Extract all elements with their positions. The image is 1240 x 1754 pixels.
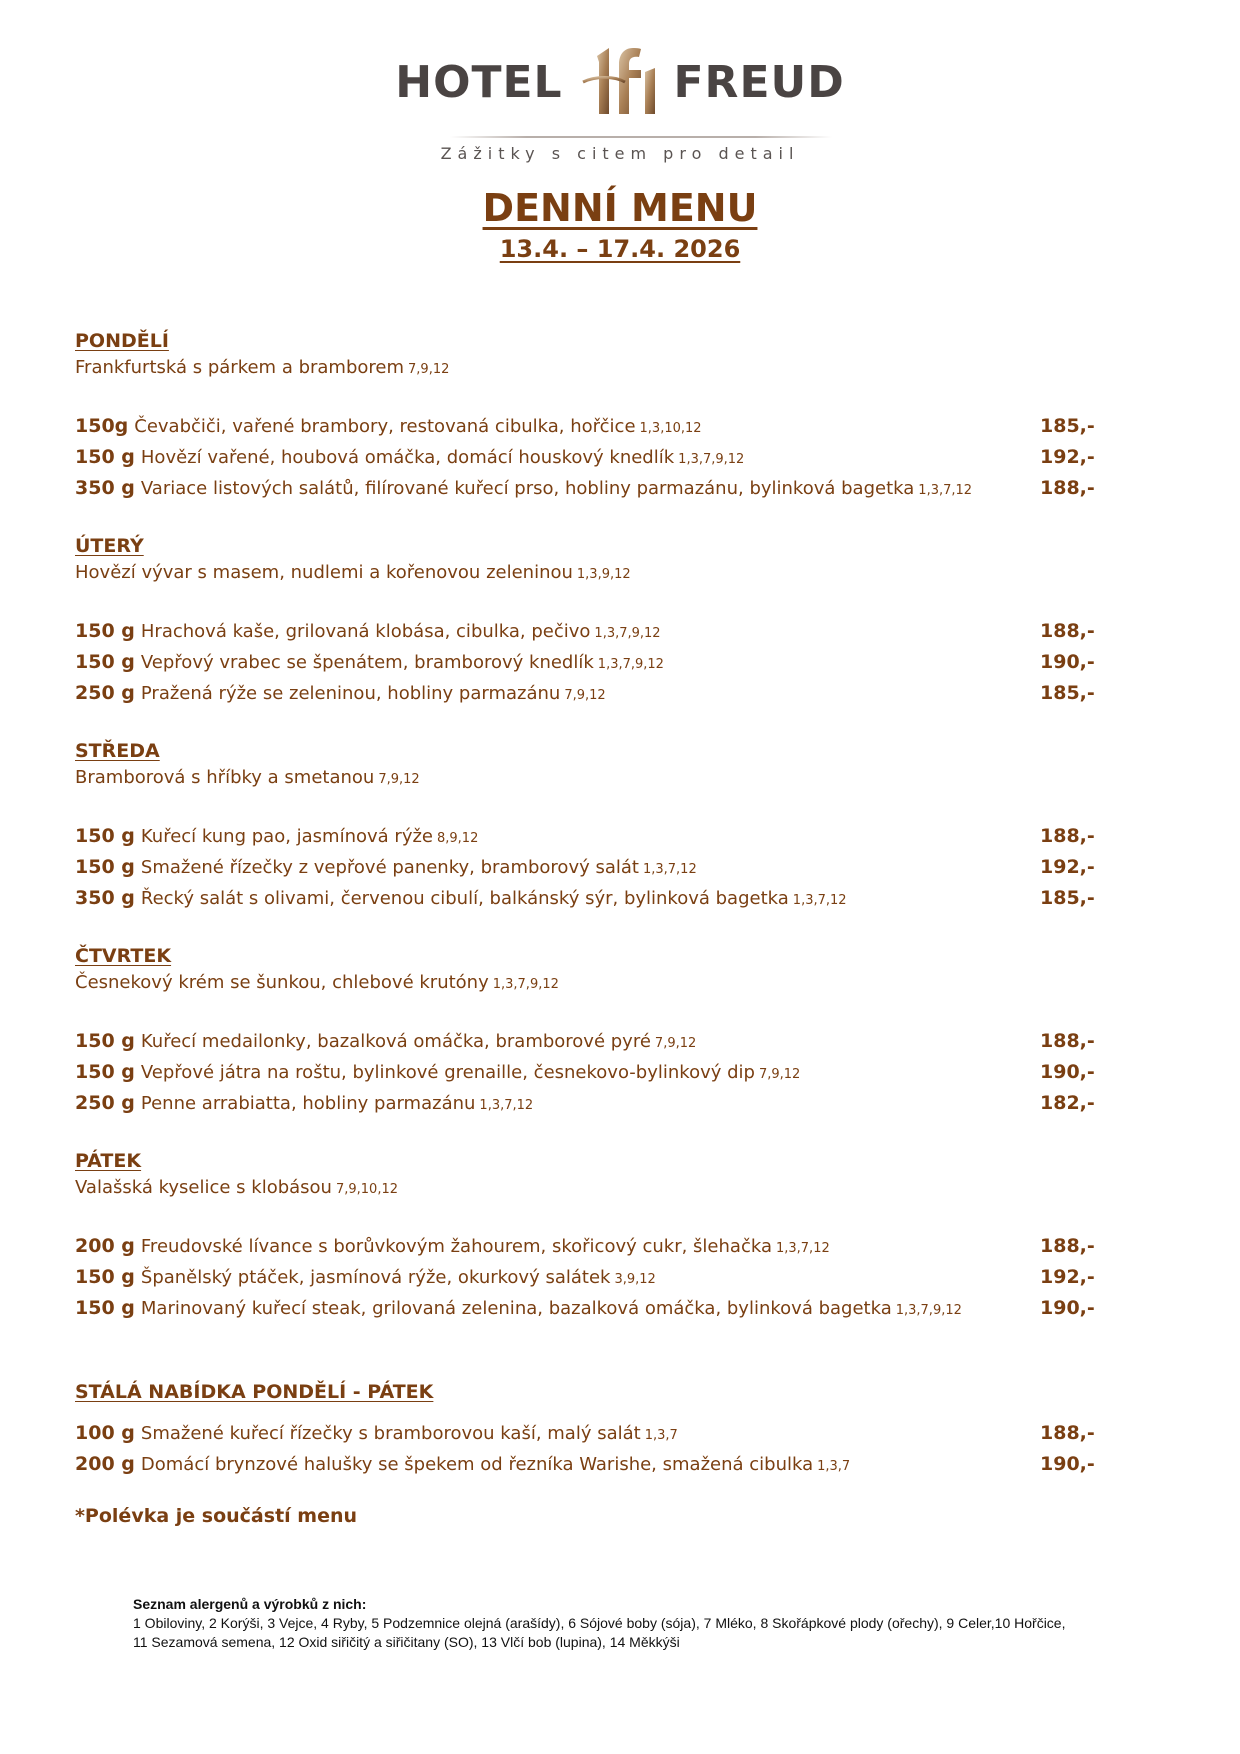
dish-description — [75, 1089, 533, 1120]
dish-row — [75, 1294, 1095, 1325]
dish-description — [75, 617, 661, 648]
day-section — [75, 943, 1095, 1120]
dish-row — [75, 412, 1095, 443]
day-section — [75, 738, 1095, 915]
dish-allergens: 1,3,7,12 — [479, 1098, 534, 1113]
soup-line — [75, 969, 1095, 999]
logo-divider — [450, 136, 832, 138]
dish-name: Španělský ptáček, jasmínová rýže, okurkový salátek — [140, 1267, 611, 1288]
dish-weight: 100 g — [75, 1422, 135, 1444]
soup-allergens: 1,3,9,12 — [576, 567, 631, 582]
dish-price: 190,- — [1040, 651, 1095, 673]
dish-name: Vepřový vrabec se špenátem, bramborový knedlík — [140, 652, 594, 673]
soup-name: Bramborová s hříbky a smetanou — [75, 767, 375, 788]
dish-row — [75, 853, 1095, 884]
dish-price: 190,- — [1040, 1297, 1095, 1319]
dish-price: 185,- — [1040, 887, 1095, 909]
dish-allergens: 1,3,10,12 — [639, 421, 702, 436]
dish-weight: 150 g — [75, 1297, 135, 1319]
soup-name: Česnekový krém se šunkou, chlebové krutóny — [75, 972, 489, 993]
dish-row — [75, 474, 1095, 505]
menu-header — [0, 185, 1240, 263]
dish-name: Smažené řízečky z vepřové panenky, bramborový salát — [140, 857, 639, 878]
dish-name: Kuřecí medailonky, bazalková omáčka, bramborové pyré — [140, 1031, 651, 1052]
soup-allergens: 7,9,10,12 — [335, 1182, 398, 1197]
dish-description — [75, 1294, 962, 1325]
dish-allergens: 7,9,12 — [758, 1067, 801, 1082]
dish-name: Hrachová kaše, grilovaná klobása, cibulka, pečivo — [140, 621, 591, 642]
dish-price: 192,- — [1040, 1266, 1095, 1288]
dish-row — [75, 884, 1095, 915]
dish-row — [75, 1027, 1095, 1058]
soup-line — [75, 354, 1095, 384]
dish-description — [75, 1027, 696, 1058]
dish-description — [75, 1450, 850, 1481]
dish-allergens: 1,3,7,9,12 — [597, 657, 664, 672]
logo-tagline: Zážitky s citem pro detail — [440, 144, 800, 163]
dish-description — [75, 679, 606, 710]
soup-line — [75, 559, 1095, 589]
dish-name: Pražená rýže se zeleninou, hobliny parmazánu — [140, 683, 561, 704]
day-title: STŘEDA — [75, 740, 160, 762]
dish-name: Freudovské lívance s borůvkovým žahourem, skořicový cukr, šlehačka — [140, 1236, 772, 1257]
dish-description — [75, 853, 697, 884]
dish-description — [75, 822, 478, 853]
day-section — [75, 328, 1095, 505]
dish-price: 185,- — [1040, 682, 1095, 704]
soup-line — [75, 1174, 1095, 1204]
day-title: ČTVRTEK — [75, 945, 172, 967]
dish-description — [75, 1058, 800, 1089]
dish-allergens: 1,3,7 — [644, 1428, 678, 1443]
dish-weight: 150 g — [75, 1030, 135, 1052]
dish-row — [75, 1419, 1095, 1450]
dish-allergens: 1,3,7,12 — [918, 483, 973, 498]
dish-name: Variace listových salátů, filírované kuřecí prso, hobliny parmazánu, bylinková bagetka — [140, 478, 915, 499]
soup-name: Hovězí vývar s masem, nudlemi a kořenovou zeleninou — [75, 562, 573, 583]
dish-price: 192,- — [1040, 446, 1095, 468]
soup-allergens: 7,9,12 — [408, 362, 450, 377]
logo-monogram-icon — [575, 42, 661, 122]
day-title: PÁTEK — [75, 1150, 142, 1172]
dish-allergens: 1,3,7,9,12 — [678, 452, 745, 467]
dish-weight: 150g — [75, 415, 129, 437]
dish-name: Řecký salát s olivami, červenou cibulí, balkánský sýr, bylinková bagetka — [140, 888, 789, 909]
dish-description — [75, 443, 744, 474]
dish-allergens: 1,3,7 — [817, 1459, 851, 1474]
soup-allergens: 7,9,12 — [378, 772, 420, 787]
dish-description — [75, 474, 972, 505]
dish-price: 192,- — [1040, 856, 1095, 878]
dish-price: 188,- — [1040, 1422, 1095, 1444]
dish-row — [75, 1232, 1095, 1263]
dish-weight: 150 g — [75, 446, 135, 468]
dish-price: 188,- — [1040, 1235, 1095, 1257]
dish-description — [75, 648, 664, 679]
dish-name: Domácí brynzové halušky se špekem od řezníka Warishe, smažená cibulka — [140, 1454, 814, 1475]
dish-row — [75, 1089, 1095, 1120]
day-title: PONDĚLÍ — [75, 330, 169, 352]
dish-price: 190,- — [1040, 1061, 1095, 1083]
dish-description — [75, 1419, 678, 1450]
dish-weight: 150 g — [75, 1061, 135, 1083]
dish-name: Vepřové játra na roštu, bylinkové grenaille, česnekovo-bylinkový dip — [140, 1062, 755, 1083]
dish-allergens: 1,3,7,12 — [792, 893, 847, 908]
section-spacer — [75, 1353, 1095, 1379]
dish-allergens: 7,9,12 — [654, 1036, 697, 1051]
dish-weight: 150 g — [75, 620, 135, 642]
soup-name: Frankfurtská s párkem a bramborem — [75, 357, 405, 378]
dish-weight: 150 g — [75, 1266, 135, 1288]
dish-price: 188,- — [1040, 620, 1095, 642]
dish-weight: 150 g — [75, 856, 135, 878]
dish-price: 188,- — [1040, 825, 1095, 847]
dish-price: 188,- — [1040, 1030, 1095, 1052]
logo-word-left: HOTEL — [395, 56, 563, 108]
dish-allergens: 7,9,12 — [564, 688, 606, 703]
dish-price: 188,- — [1040, 477, 1095, 499]
allergen-legend-title: Seznam alergenů a výrobků z nich: — [133, 1596, 367, 1612]
dish-row — [75, 443, 1095, 474]
dish-price: 182,- — [1040, 1092, 1095, 1114]
dish-row — [75, 1263, 1095, 1294]
allergen-legend-line: 11 Sezamová semena, 12 Oxid siřičitý a siřičitany (SO), 13 Vlčí bob (lupina), 14 Měkkýši — [133, 1634, 680, 1650]
dish-weight: 150 g — [75, 825, 135, 847]
dish-allergens: 1,3,7,12 — [775, 1241, 830, 1256]
dish-weight: 200 g — [75, 1235, 135, 1257]
day-section — [75, 1148, 1095, 1325]
dish-description — [75, 1263, 656, 1294]
dish-name: Čevabčiči, vařené brambory, restovaná cibulka, hořčice — [134, 416, 636, 437]
soup-note: *Polévka je součástí menu — [75, 1505, 358, 1527]
dish-row — [75, 617, 1095, 648]
dish-weight: 350 g — [75, 477, 135, 499]
fixed-offer-title: STÁLÁ NABÍDKA PONDĚLÍ - PÁTEK — [75, 1381, 434, 1403]
dish-row — [75, 648, 1095, 679]
dish-price: 185,- — [1040, 415, 1095, 437]
dish-weight: 250 g — [75, 682, 135, 704]
dish-weight: 200 g — [75, 1453, 135, 1475]
dish-row — [75, 822, 1095, 853]
menu-content — [75, 328, 1095, 1509]
soup-allergens: 1,3,7,9,12 — [492, 977, 559, 992]
dish-description — [75, 1232, 830, 1263]
dish-name: Marinovaný kuřecí steak, grilovaná zelenina, bazalková omáčka, bylinková bagetka — [140, 1298, 892, 1319]
dish-name: Kuřecí kung pao, jasmínová rýže — [140, 826, 433, 847]
day-section — [75, 533, 1095, 710]
dish-allergens: 1,3,7,12 — [642, 862, 697, 877]
dish-name: Smažené kuřecí řízečky s bramborovou kaší, malý salát — [140, 1423, 641, 1444]
dish-allergens: 3,9,12 — [614, 1272, 656, 1287]
soup-line — [75, 764, 1095, 794]
logo-word-right: FREUD — [673, 56, 845, 108]
dish-name: Penne arrabiatta, hobliny parmazánu — [140, 1093, 476, 1114]
page-title: DENNÍ MENU — [482, 186, 758, 230]
allergen-legend-line: 1 Obiloviny, 2 Korýši, 3 Vejce, 4 Ryby, 5 Podzemnice olejná (arašídy), 6 Sójové boby (sója), 7 Mléko, 8 Skořápkové plody (ořechy), 9 Celer,10 Hořčice, — [133, 1615, 1066, 1631]
dish-weight: 250 g — [75, 1092, 135, 1114]
dish-description — [75, 412, 702, 443]
dish-allergens: 1,3,7,9,12 — [895, 1303, 962, 1318]
dish-allergens: 1,3,7,9,12 — [594, 626, 661, 641]
dish-allergens: 8,9,12 — [437, 831, 479, 846]
allergen-legend — [133, 1595, 1153, 1652]
soup-name: Valašská kyselice s klobásou — [75, 1177, 332, 1198]
dish-row — [75, 1058, 1095, 1089]
dish-weight: 150 g — [75, 651, 135, 673]
dish-weight: 350 g — [75, 887, 135, 909]
dish-row — [75, 679, 1095, 710]
dish-row — [75, 1450, 1095, 1481]
date-range: 13.4. – 17.4. 2026 — [499, 235, 741, 263]
fixed-offer-section — [75, 1379, 1095, 1481]
dish-price: 190,- — [1040, 1453, 1095, 1475]
hotel-logo — [0, 22, 1240, 163]
day-title: ÚTERÝ — [75, 535, 144, 557]
dish-name: Hovězí vařené, houbová omáčka, domácí houskový knedlík — [140, 447, 675, 468]
dish-description — [75, 884, 847, 915]
